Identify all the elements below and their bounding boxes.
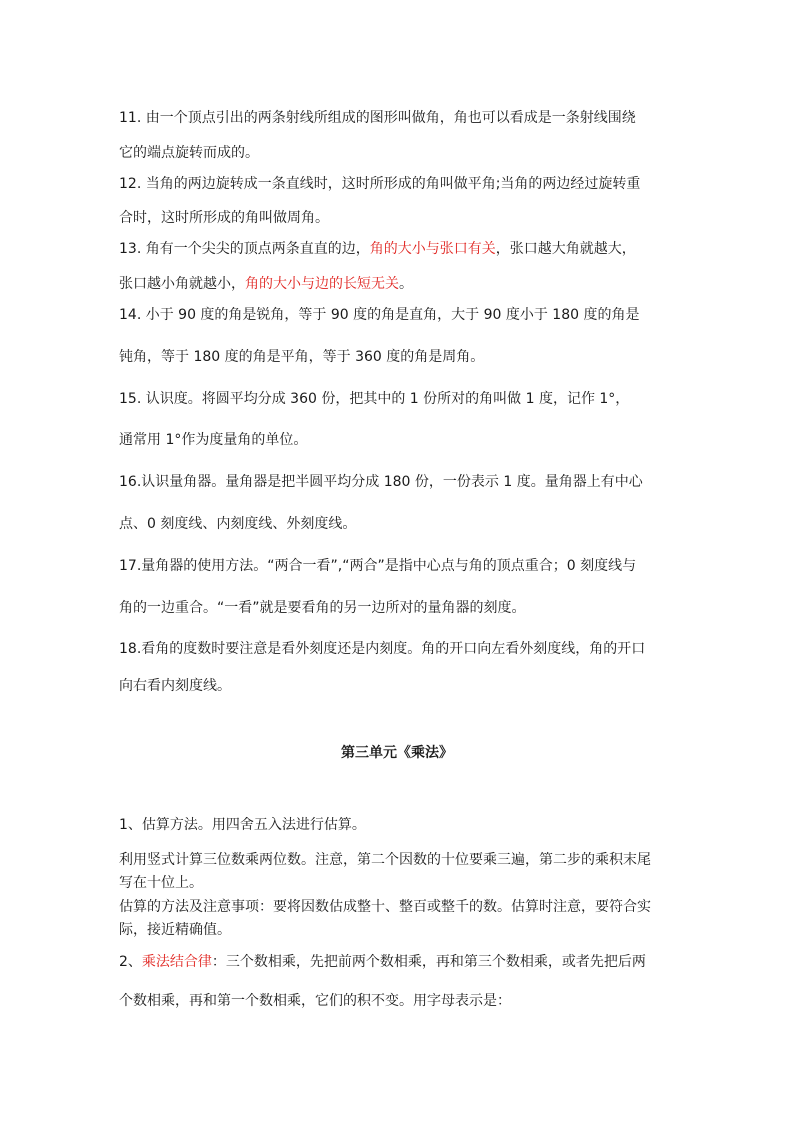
p13-line2	[119, 274, 413, 294]
p12-line1: 12. 当角的两边旋转成一条直线时，这时所形成的角叫做平角;当角的两边经过旋转重	[119, 176, 641, 192]
p18-line2: 向右看内刻度线。	[119, 678, 231, 694]
p18-line1: 18.看角的度数时要注意是看外刻度还是内刻度。角的开口向左看外刻度线，角的开口	[119, 641, 646, 657]
s1c-line1: 估算的方法及注意事项：要将因数估成整十、整百或整千的数。估算时注意，要符合实	[119, 899, 651, 915]
s2-text-b: ：三个数相乘，先把前两个数相乘，再和第三个数相乘，或者先把后两	[211, 954, 646, 970]
p13-text-d: 。	[399, 276, 413, 292]
p16-line2: 点、0 刻度线、内刻度线、外刻度线。	[119, 516, 357, 532]
p16-line1: 16.认识量角器。量角器是把半圆平均分成 180 份，一份表示 1 度。量角器上有中心	[119, 474, 643, 490]
p13-line1	[119, 239, 636, 259]
p14-line1: 14. 小于 90 度的角是锐角，等于 90 度的角是直角，大于 90 度小于 180 度的角是	[119, 307, 640, 323]
p17-line1: 17.量角器的使用方法。“两合一看”,“两合”是指中心点与角的顶点重合；0 刻度线与	[119, 558, 637, 574]
p14-line2: 钝角，等于 180 度的角是平角，等于 360 度的角是周角。	[119, 349, 485, 365]
p13-text-c: 张口越小角就越小，	[119, 276, 245, 292]
p13-text-a: 13. 角有一个尖尖的顶点两条直直的边，	[119, 241, 370, 257]
p11-line2: 它的端点旋转而成的。	[119, 145, 259, 161]
p11-line1: 11. 由一个顶点引出的两条射线所组成的图形叫做角，角也可以看成是一条射线围绕	[119, 110, 636, 126]
s1b-line1: 利用竖式计算三位数乘两位数。注意，第二个因数的十位要乘三遍，第二步的乘积末尾	[119, 852, 651, 868]
s1b-line2: 写在十位上。	[119, 875, 203, 891]
p13-highlight-2: 角的大小与边的长短无关	[245, 276, 399, 292]
p13-highlight-1: 角的大小与张口有关	[369, 241, 496, 257]
s2-highlight: 乘法结合律	[141, 954, 212, 970]
p13-text-b: ，张口越大角就越大，	[495, 241, 636, 257]
s2-line1	[119, 952, 646, 972]
p15-line2: 通常用 1°作为度量角的单位。	[119, 432, 308, 448]
s1c-line2: 际，接近精确值。	[119, 922, 231, 938]
p12-line2: 合时，这时所形成的角叫做周角。	[119, 210, 329, 226]
s2-text-a: 2、	[119, 954, 142, 970]
p17-line2: 角的一边重合。“一看”就是要看角的另一边所对的量角器的刻度。	[119, 600, 526, 616]
unit-title: 第三单元《乘法》	[341, 745, 453, 761]
s2-line2: 个数相乘，再和第一个数相乘，它们的积不变。用字母表示是：	[119, 993, 511, 1009]
s1-line: 1、估算方法。用四舍五入法进行估算。	[119, 817, 366, 833]
p15-line1: 15. 认识度。将圆平均分成 360 份，把其中的 1 份所对的角叫做 1 度，记作 1°，	[119, 391, 630, 407]
